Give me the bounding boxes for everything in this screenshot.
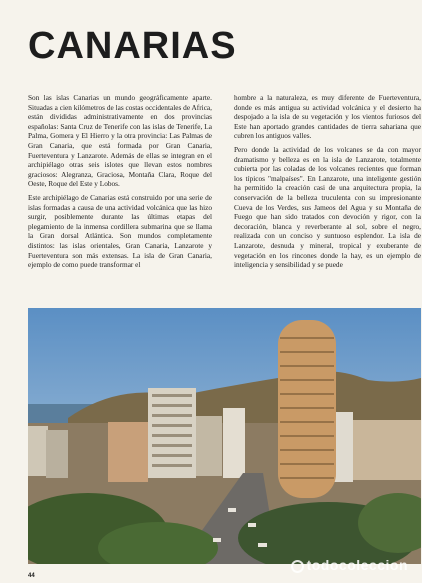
paragraph: Pero donde la actividad de los volcanes se da con mayor dramatismo y belleza es en la isla de Lanzarote, totalmente cubierta por las coladas de los volcanes recientes que forman los típicos "malpaíses". En Lanzarote, una inteligente gestión ha permitido la creación casi de una arquitectura propia, la conservación de la belleza truculenta con su impresionante Cueva de los Verdes, sus Jameos del Agua y su Montaña de Fuego que han sido tratados con devoción y rigor, con la decoración, blanca y reverberante al sol, sobre el negro, realizada con un conciso y suntuoso esplendor. La isla de Lanzarote, desnuda y mineral, tropical y exuberante de vegetación en los rincones donde la hay, es un ejemplo de inteligencia y sensibilidad y se puede: [234, 144, 421, 270]
building: [196, 416, 222, 476]
watermark-logo-icon: [291, 560, 304, 573]
paragraph: hombre a la naturaleza, es muy diferente de Fuerteventura, donde es más antigua su actividad volcánica y el desierto ha despojado a la isla de su vegetación y los vientos furiosos del Este han aportado grandes cantidades de tierra sahariana que cubren los antiguos valles.: [234, 93, 421, 141]
building: [353, 420, 421, 480]
right-text-column: [234, 93, 421, 274]
building: [28, 426, 48, 476]
building: [46, 430, 68, 478]
paragraph: Son las islas Canarias un mundo geográficamente aparte. Situadas a cien kilómetros de las costas occidentales de Africa, están divididas administrativamente en dos provincias españolas: Santa Cruz de Tenerife con las islas de Tenerife, La Palma, Gomera y El Hierro y la otra provincia: Las Palmas de Gran Canaria, que está formada por Gran Canaria, Fuerteventura y Lanzarote. Además de ellas se integran en el archipiélago otras seis islotes que llevan estos nombres graciosos: Alegranza, Graciosa, Montaña Clara, Roque del Oeste, Roque del Este y Lobos.: [28, 93, 212, 189]
left-text-column: [28, 93, 212, 274]
building: [108, 422, 148, 482]
page-title: CANARIAS: [28, 25, 237, 67]
building: [223, 408, 245, 478]
watermark-text: todocoleccion: [306, 557, 408, 573]
tower: [278, 320, 336, 498]
watermark: [291, 557, 408, 573]
paragraph: Este archipiélago de Canarias está construido por una serie de islas formadas a causa de una actividad volcánica que las hizo surgir, posiblemente durante las últimas etapas del plegamiento de la inmensa cordillera submarina que se llama la Gran dorsal Atlántica. Son mundos completamente distintos: las islas orientales, Gran Canaria, Lanzarote y Fuerteventura son más extensas. La isla de Gran Canaria, ejemplo de como puede transformar el: [28, 192, 212, 270]
page-number: 44: [28, 573, 35, 579]
city-photo: [28, 308, 421, 564]
